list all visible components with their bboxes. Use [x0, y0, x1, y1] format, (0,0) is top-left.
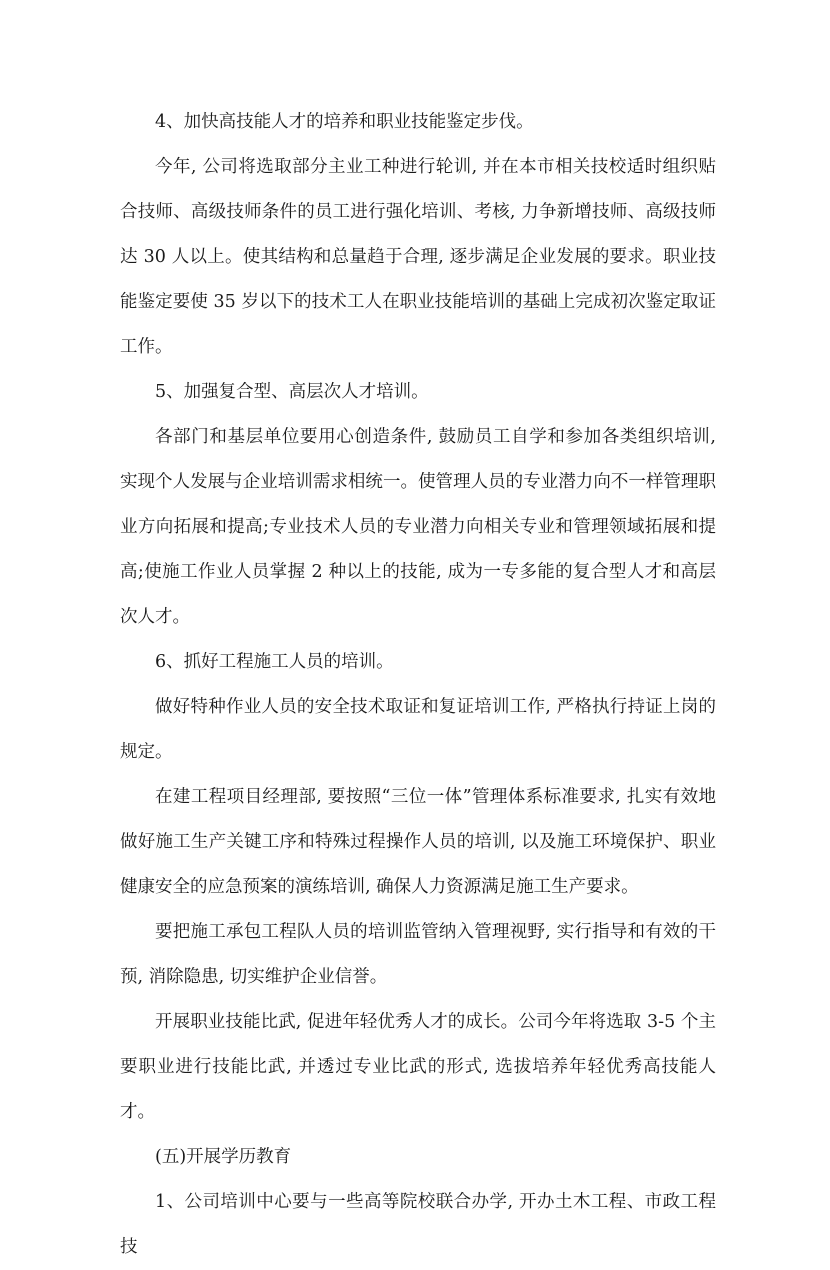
- document-body: [120, 100, 716, 1270]
- paragraph-item-1-training-center: 1、公司培训中心要与一些高等院校联合办学, 开办土木工程、市政工程技: [120, 1192, 716, 1257]
- paragraph-project-department: 在建工程项目经理部, 要按照“三位一体”管理体系标准要求, 扎实有效地做好施工生产关键工序和特殊过程操作人员的培训, 以及施工环境保护、职业健康安全的应急预案的演练培训, 确保人力资源满足施工生产要求。: [120, 787, 716, 897]
- paragraph-item-5-heading: 5、加强复合型、高层次人才培训。: [155, 382, 429, 402]
- paragraph-special-operations: 做好特种作业人员的安全技术取证和复证培训工作, 严格执行持证上岗的规定。: [120, 697, 716, 762]
- paragraph-skill-competition: 开展职业技能比武, 促进年轻优秀人才的成长。公司今年将选取 3-5 个主要职业进行技能比武, 并透过专业比武的形式, 选拔培养年轻优秀高技能人才。: [120, 1012, 716, 1122]
- paragraph-contractor-supervision: 要把施工承包工程队人员的培训监管纳入管理视野, 实行指导和有效的干预, 消除隐患, 切实维护企业信誉。: [120, 922, 716, 987]
- paragraph-item-4-heading: 4、加快高技能人才的培养和职业技能鉴定步伐。: [155, 112, 534, 132]
- paragraph-section-5-heading: (五)开展学历教育: [155, 1147, 292, 1167]
- paragraph-skill-appraisal: 今年, 公司将选取部分主业工种进行轮训, 并在本市相关技校适时组织贴合技师、高级技师条件的员工进行强化培训、考核, 力争新增技师、高级技师达 30 人以上。使其结构和总量趋于合理, 逐步满足企业发展的要求。职业技能鉴定要使 35 岁以下的技术工人在职业技能培训的基础上完成初次鉴定取证工作。: [120, 157, 716, 357]
- paragraph-item-6-heading: 6、抓好工程施工人员的培训。: [155, 652, 394, 672]
- paragraph-composite-talent: 各部门和基层单位要用心创造条件, 鼓励员工自学和参加各类组织培训, 实现个人发展与企业培训需求相统一。使管理人员的专业潜力向不一样管理职业方向拓展和提高;专业技术人员的专业潜力向相关专业和管理领域拓展和提高;使施工作业人员掌握 2 种以上的技能, 成为一专多能的复合型人才和高层次人才。: [120, 427, 716, 627]
